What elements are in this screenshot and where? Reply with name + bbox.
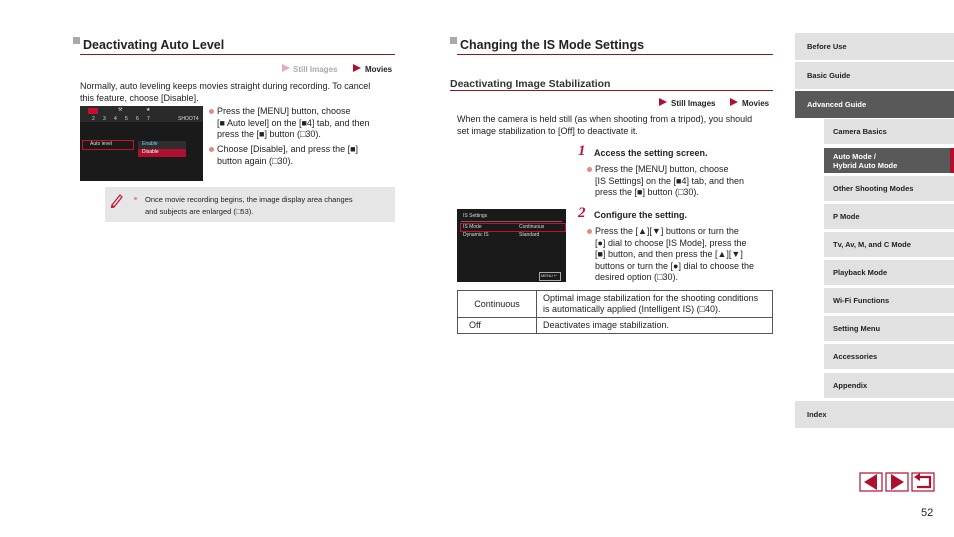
auto-level-row: Auto level <box>90 141 112 147</box>
intro-line: Normally, auto leveling keeps movies straight during recording. To cancel <box>80 81 371 91</box>
step-line: [IS Settings] on the [■4] tab, and then <box>595 175 745 186</box>
active-indicator <box>950 148 954 173</box>
left-intro <box>80 81 400 104</box>
nav-tab-advanced-guide[interactable] <box>795 91 954 118</box>
step-line: buttons or turn the [●] dial to choose the <box>595 260 755 271</box>
step-line: Press the [▲][▼] buttons or turn the <box>595 226 739 236</box>
tab-num: 6 <box>136 116 139 122</box>
step-number: 2 <box>578 205 586 221</box>
bullet-icon <box>209 109 214 114</box>
dynamic-is-row: Dynamic IS <box>463 232 489 238</box>
nav-sub-camera-basics[interactable] <box>824 119 954 144</box>
bullet-line: press the [■] button (□30). <box>217 129 321 139</box>
nav-sub-label: Auto Mode / <box>833 152 876 161</box>
nav-sub-auto-mode[interactable] <box>824 148 954 173</box>
left-bullet-1 <box>217 106 402 141</box>
section-marker <box>73 37 80 44</box>
step-line: press the [■] button (□30). <box>595 187 699 197</box>
intro-line: When the camera is held still (as when shooting from a tripod), you should <box>457 114 753 124</box>
tab-num: 3 <box>103 116 106 122</box>
wrench-tab-icon: ⚒ <box>118 107 123 113</box>
intro-line: set image stabilization to [Off] to deactivate it. <box>457 125 638 136</box>
nav-sub-wifi[interactable] <box>824 288 954 313</box>
left-section-title: Deactivating Auto Level <box>83 38 225 52</box>
nav-sub-label: Camera Basics <box>833 127 887 136</box>
nav-sub-label: Tv, Av, M, and C Mode <box>833 240 911 249</box>
is-mode-row: IS Mode <box>463 224 482 230</box>
option-enable: Enable <box>142 141 158 147</box>
desc-line: is automatically applied (Intelligent IS) (□40). <box>543 304 721 314</box>
intro-line: this feature, choose [Disable]. <box>80 92 199 103</box>
still-images-label: Still Images <box>293 65 338 74</box>
menu-back-label: MENU ↵ <box>541 273 558 278</box>
nav-sub-p-mode[interactable] <box>824 204 954 229</box>
step-line: [●] dial to choose [IS Mode], press the <box>595 237 747 248</box>
nav-sub-label: Playback Mode <box>833 268 888 277</box>
left-title-rule <box>80 54 395 55</box>
dynamic-is-value: Standard <box>519 232 540 238</box>
still-images-icon <box>659 98 667 106</box>
note-line: Once movie recording begins, the image display area changes <box>145 195 353 204</box>
pencil-icon <box>110 192 124 208</box>
desc-line: Deactivates image stabilization. <box>543 320 670 330</box>
return-icon[interactable] <box>911 472 935 492</box>
right-title-rule <box>457 54 773 55</box>
step2-text <box>595 226 775 284</box>
section-marker <box>450 37 457 44</box>
movies-label: Movies <box>742 99 770 108</box>
step-title: Configure the setting. <box>594 210 687 220</box>
table-cell-option: Off <box>458 318 537 334</box>
step-line: [■] button, and then press the [▲][▼] <box>595 249 743 259</box>
movies-icon <box>353 64 361 72</box>
nav-sub-setting-menu[interactable] <box>824 316 954 341</box>
nav-sub-label: Wi-Fi Functions <box>833 296 890 305</box>
page-number: 52 <box>921 507 934 519</box>
bullet-icon <box>587 229 592 234</box>
movies-label: Movies <box>365 65 393 74</box>
nav-tab-index[interactable] <box>795 401 954 428</box>
nav-sub-label: Other Shooting Modes <box>833 184 914 193</box>
table-cell-description <box>537 291 773 318</box>
desc-line: Optimal image stabilization for the shooting conditions <box>543 293 759 303</box>
nav-sub-label: P Mode <box>833 212 860 221</box>
movies-icon <box>730 98 738 106</box>
bullet-line: button again (□30). <box>217 155 293 166</box>
camera-tab-icon <box>88 108 98 114</box>
nav-tab-label: Basic Guide <box>807 71 851 80</box>
nav-sub-playback[interactable] <box>824 260 954 285</box>
tab-num: 5 <box>125 116 128 122</box>
right-intro <box>457 114 777 137</box>
nav-tab-label: Advanced Guide <box>807 100 867 109</box>
screen-title-rule <box>461 221 562 222</box>
right-section-title: Changing the IS Mode Settings <box>460 38 645 52</box>
bullet-line: Press the [MENU] button, choose <box>217 106 351 116</box>
bullet-icon <box>134 197 137 200</box>
nav-sub-appendix[interactable] <box>824 373 954 398</box>
nav-sub-label: Hybrid Auto Mode <box>833 161 898 170</box>
is-mode-value: Continuous <box>519 224 545 230</box>
step1-text <box>595 164 775 199</box>
is-mode-table <box>457 290 773 334</box>
nav-tab-basic-guide[interactable] <box>795 62 954 89</box>
nav-sub-tv-av-m-c[interactable] <box>824 232 954 257</box>
nav-sub-accessories[interactable] <box>824 344 954 369</box>
star-tab-icon: ★ <box>146 107 151 113</box>
nav-tab-label: Index <box>807 410 827 419</box>
option-disable: Disable <box>142 149 159 155</box>
right-subtitle: Deactivating Image Stabilization <box>450 78 611 90</box>
next-page-icon[interactable] <box>885 472 909 492</box>
nav-sub-other-shooting[interactable] <box>824 176 954 201</box>
screen-title: IS Settings <box>463 213 488 219</box>
table-row <box>458 318 773 334</box>
table-row <box>458 291 773 318</box>
tab-num: 7 <box>147 116 150 122</box>
still-images-label: Still Images <box>671 99 716 108</box>
nav-sub-label: Setting Menu <box>833 324 881 333</box>
auto-level-screen <box>80 106 203 181</box>
bullet-line: Choose [Disable], and press the [■] <box>217 144 359 154</box>
nav-sub-label: Accessories <box>833 352 878 361</box>
prev-page-icon[interactable] <box>859 472 883 492</box>
bullet-icon <box>587 167 592 172</box>
step-number: 1 <box>578 143 586 159</box>
step-title: Access the setting screen. <box>594 148 708 158</box>
note-line: and subjects are enlarged (□53). <box>145 207 254 216</box>
subtitle-rule <box>450 90 773 91</box>
is-settings-screen <box>457 209 566 282</box>
table-cell-description <box>537 318 773 334</box>
left-bullet-2 <box>217 144 402 167</box>
table-cell-option: Continuous <box>458 291 537 318</box>
tab-num: 4 <box>114 116 117 122</box>
nav-tab-before-use[interactable] <box>795 33 954 60</box>
nav-tab-label: Before Use <box>807 42 847 51</box>
step-line: Press the [MENU] button, choose <box>595 164 729 174</box>
bullet-icon <box>209 147 214 152</box>
tab-num: 2 <box>92 116 95 122</box>
bullet-line: [■ Auto level] on the [■4] tab, and then <box>217 117 370 128</box>
nav-sub-label: Appendix <box>833 381 868 390</box>
still-images-icon <box>282 64 290 72</box>
note-text <box>145 194 393 218</box>
step-line: desired option (□30). <box>595 272 678 282</box>
tab-label: SHOOT4 <box>178 116 199 122</box>
